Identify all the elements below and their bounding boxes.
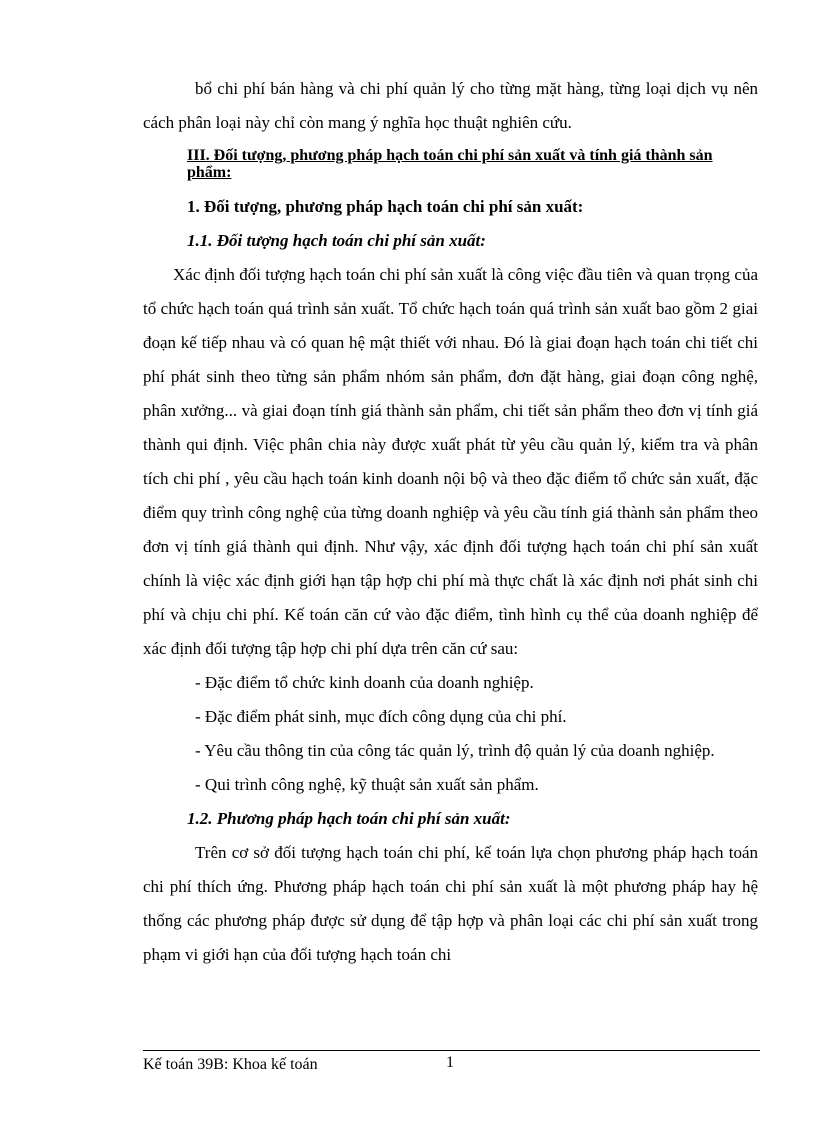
list-item: - Yêu cầu thông tin của công tác quản lý, trình độ quản lý của doanh nghiệp. xyxy=(195,741,715,760)
list-item: - Đặc điểm tổ chức kinh doanh của doanh nghiệp. xyxy=(195,673,534,692)
paragraph-continuation: bổ chi phí bán hàng và chi phí quản lý cho từng mặt hàng, từng loại dịch vụ nên cách phân loại này chỉ còn mang ý nghĩa học thuật nghiên cứu. xyxy=(143,79,758,132)
heading-1-2: 1.2. Phương pháp hạch toán chi phí sản xuất: xyxy=(187,809,511,828)
page-number: 1 xyxy=(446,1054,454,1071)
paragraph-object-definition: Xác định đối tượng hạch toán chi phí sản xuất là công việc đầu tiên và quan trọng của tổ chức hạch toán quá trình sản xuất. Tổ chức hạch toán quá trình sản xuất bao gồm 2 giai đoạn kế tiếp nhau và có quan hệ mật thiết với nhau. Đó là giai đoạn hạch toán chi tiết chi phí phát sinh theo từng sản phẩm nhóm sản phẩm, đơn đặt hàng, giai đoạn công nghệ, phân xưởng... và giai đoạn tính giá thành sản phẩm, chi tiết sản phẩm theo đơn vị tính giá thành qui định. Việc phân chia này được xuất phát từ yêu cầu quản lý, kiểm tra và phân tích chi phí , yêu cầu hạch toán kinh doanh nội bộ và theo đặc điểm tổ chức sản xuất, đặc điểm quy trình công nghệ của từng doanh nghiệp và yêu cầu tính giá thành sản phẩm theo đơn vị tính giá thành qui định. Như vậy, xác định đối tượng hạch toán chi phí sản xuất chính là việc xác định giới hạn tập hợp chi phí mà thực chất là xác định nơi phát sinh chi phí và chịu chi phí. Kế toán căn cứ vào đặc điểm, tình hình cụ thể của doanh nghiệp để xác định đối tượng tập hợp chi phí dựa trên căn cứ sau: xyxy=(143,265,758,658)
footer-divider xyxy=(143,1050,760,1051)
footer-text: Kế toán 39B: Khoa kế toán xyxy=(143,1056,318,1073)
paragraph-method: Trên cơ sở đối tượng hạch toán chi phí, kế toán lựa chọn phương pháp hạch toán chi phí thích ứng. Phương pháp hạch toán chi phí sản xuất là một phương pháp hay hệ thống các phương pháp được sử dụng để tập hợp và phân loại các chi phí sản xuất trong phạm vi giới hạn của đối tượng hạch toán chi xyxy=(143,843,758,964)
section-heading: III. Đối tượng, phương pháp hạch toán chi phí sản xuất và tính giá thành sản phẩm: xyxy=(187,147,713,181)
heading-1: 1. Đối tượng, phương pháp hạch toán chi phí sản xuất: xyxy=(187,197,584,216)
list-item: - Đặc điểm phát sinh, mục đích công dụng của chi phí. xyxy=(195,707,567,726)
heading-1-1: 1.1. Đối tượng hạch toán chi phí sản xuất: xyxy=(187,231,486,250)
list-item: - Qui trình công nghệ, kỹ thuật sản xuất sản phẩm. xyxy=(195,775,539,794)
page-content xyxy=(143,72,758,972)
